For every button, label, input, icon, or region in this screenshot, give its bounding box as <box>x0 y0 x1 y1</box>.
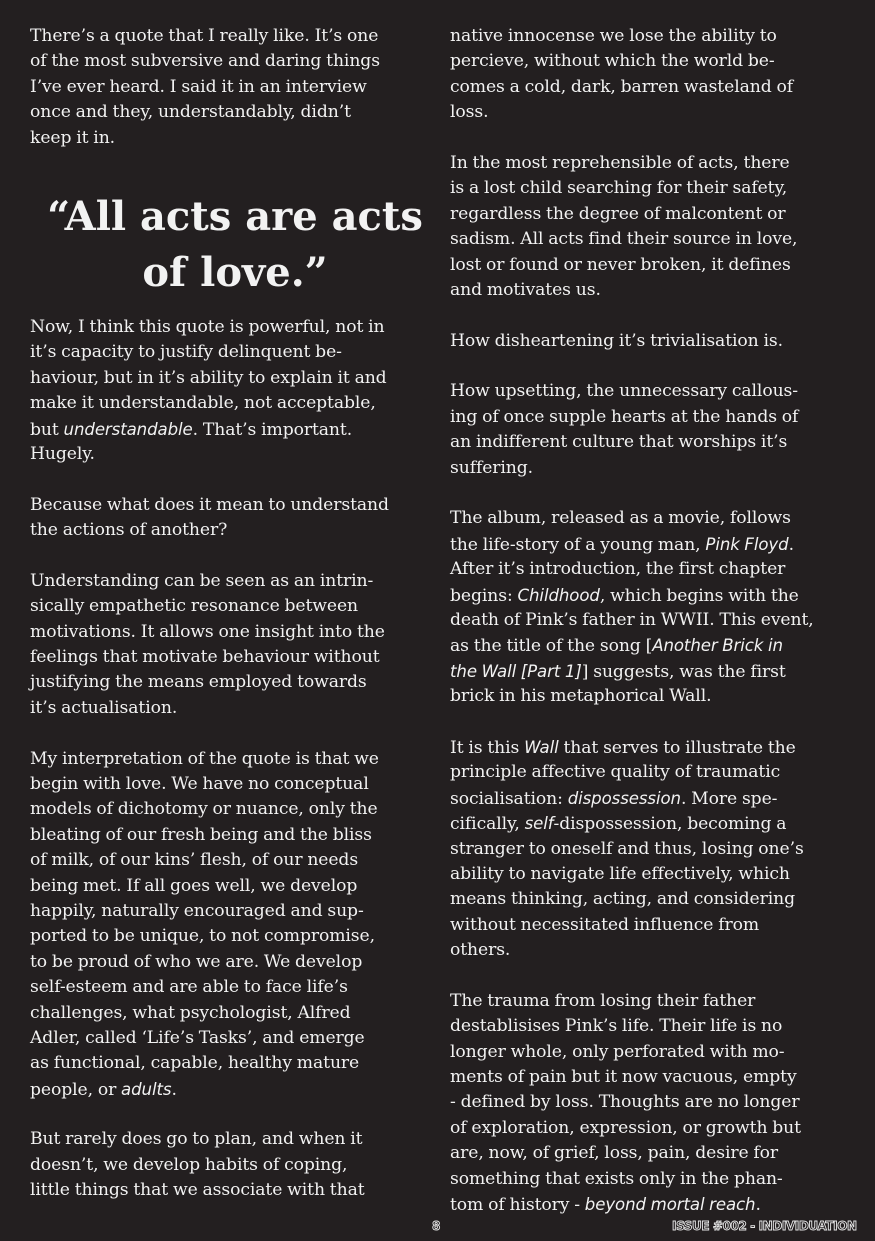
text-line: Now, I think this quote is powerful, not in <box>30 316 385 337</box>
right-column <box>450 24 850 1217</box>
paragraph <box>450 329 850 354</box>
text-line <box>450 633 850 658</box>
text-line: being met. If all goes well, we develop <box>30 875 358 896</box>
text-line: The trauma from losing their father <box>450 990 756 1011</box>
pull-quote-line: “All acts are acts <box>47 192 423 240</box>
text-line <box>450 811 850 836</box>
text-line: keep it in. <box>30 127 116 148</box>
emphasis-text: dispossession <box>567 788 681 808</box>
text-run: . <box>788 534 794 555</box>
text-line: of the most subversive and daring things <box>30 51 380 72</box>
page-number: 8 <box>432 1219 441 1233</box>
paragraph <box>30 1127 430 1203</box>
text-line: There’s a quote that I really like. It’s one <box>30 26 379 46</box>
emphasis-text: Pink Floyd <box>705 534 789 554</box>
pull-quote-line: of love.” <box>142 248 328 296</box>
text-run: people, or <box>30 1079 122 1100</box>
emphasis-text: beyond mortal reach <box>584 1194 756 1214</box>
text-run: as the title of the song [ <box>450 636 653 657</box>
text-line: and motivates us. <box>450 279 601 300</box>
text-line <box>450 786 850 811</box>
text-run: . <box>171 1079 177 1100</box>
text-line: justifying the means employed towards <box>30 672 367 693</box>
text-line: something that exists only in the phan- <box>450 1168 783 1189</box>
paragraph <box>30 493 430 544</box>
emphasis-text: the Wall [Part 1] <box>450 661 582 681</box>
paragraph <box>450 989 850 1218</box>
text-line: an indifferent culture that worships it’s <box>450 432 788 453</box>
paragraph <box>30 747 430 1102</box>
text-line: I’ve ever heard. I said it in an interview <box>30 76 367 97</box>
emphasis-text: Another Brick in <box>652 636 783 656</box>
text-line: to be proud of who we are. We develop <box>30 951 363 972</box>
text-line: bleating of our fresh being and the bliss <box>30 824 372 845</box>
text-line <box>450 659 850 684</box>
text-line: lost or found or never broken, it defines <box>450 254 791 275</box>
text-line: sadism. All acts find their source in love, <box>450 229 798 250</box>
text-line: regardless the degree of malcontent or <box>450 203 786 224</box>
text-line: suffering. <box>450 457 534 478</box>
text-line: doesn’t, we develop habits of coping, <box>30 1154 348 1175</box>
text-line: sically empathetic resonance between <box>30 596 359 617</box>
text-line: models of dichotomy or nuance, only the <box>30 799 378 820</box>
text-line: My interpretation of the quote is that we <box>30 748 379 769</box>
text-line: happily, naturally encouraged and sup- <box>30 900 364 921</box>
issue-label: ISSUE #002 - INDIVIDUATION <box>672 1219 857 1233</box>
text-line: brick in his metaphorical Wall. <box>450 686 712 707</box>
text-line: destablisises Pink’s life. Their life is no <box>450 1016 783 1037</box>
text-line: challenges, what psychologist, Alfred <box>30 1002 351 1023</box>
text-line: of milk, of our kins’ flesh, of our needs <box>30 850 359 871</box>
text-line: percieve, without which the world be- <box>450 51 775 72</box>
text-line: are, now, of grief, loss, pain, desire for <box>450 1143 779 1164</box>
emphasis-text: self <box>524 814 554 834</box>
left-column <box>30 24 430 1204</box>
emphasis-text: Wall <box>524 737 559 757</box>
text-run: the life-story of a young man, <box>450 534 706 555</box>
intro-paragraph <box>30 24 430 151</box>
text-line: as functional, capable, healthy mature <box>30 1053 360 1074</box>
text-run: cifically, <box>450 814 525 835</box>
text-line: of exploration, expression, or growth but <box>450 1117 801 1138</box>
text-run: ] suggests, was the first <box>581 661 786 682</box>
emphasis-text: Childhood <box>517 585 600 605</box>
text-line: How upsetting, the unnecessary callous- <box>450 381 798 402</box>
text-line: once and they, understandably, didn’t <box>30 102 351 123</box>
text-line: self-esteem and are able to face life’s <box>30 977 348 998</box>
text-line: others. <box>450 940 511 961</box>
text-run: socialisation: <box>450 788 568 809</box>
text-line: How disheartening it’s trivialisation is. <box>450 330 783 351</box>
text-line: begin with love. We have no conceptual <box>30 773 369 794</box>
text-line: Because what does it mean to understand <box>30 494 389 515</box>
text-line: - defined by loss. Thoughts are no longer <box>450 1092 800 1113</box>
text-line: feelings that motivate behaviour without <box>30 647 380 668</box>
text-line: Understanding can be seen as an intrin- <box>30 570 374 591</box>
text-line: ported to be unique, to not compromise, <box>30 926 375 947</box>
text-line: without necessitated influence from <box>450 914 760 935</box>
text-line: principle affective quality of traumatic <box>450 762 781 783</box>
text-line: it’s capacity to justify delinquent be- <box>30 342 342 363</box>
text-line: death of Pink’s father in WWII. This event, <box>450 609 814 630</box>
paragraph <box>450 379 850 481</box>
text-run: tom of history - <box>450 1194 585 1215</box>
text-run: . That’s important. <box>192 419 353 440</box>
text-line: haviour, but in it’s ability to explain it and <box>30 367 387 388</box>
text-line: loss. <box>450 102 489 123</box>
text-line <box>450 1192 850 1217</box>
text-run: . More spe- <box>680 788 778 809</box>
paragraph <box>450 151 850 303</box>
text-line: native innocense we lose the ability to <box>450 26 777 46</box>
text-line: Adler, called ‘Life’s Tasks’, and emerge <box>30 1027 365 1048</box>
text-line: The album, released as a movie, follows <box>450 508 791 529</box>
text-line <box>30 417 430 442</box>
text-line: ments of pain but it now vacuous, empty <box>450 1067 797 1088</box>
text-line <box>450 735 850 760</box>
text-run: , which begins with the <box>599 585 799 606</box>
text-run: -dispossession, becoming a <box>553 814 787 835</box>
text-line: comes a cold, dark, barren wasteland of <box>450 76 793 97</box>
text-line <box>450 532 850 557</box>
text-line: motivations. It allows one insight into the <box>30 621 385 642</box>
text-run: It is this <box>450 737 525 758</box>
pull-quote <box>30 189 430 301</box>
text-line: the actions of another? <box>30 520 228 541</box>
text-line: Hugely. <box>30 443 95 464</box>
text-line: means thinking, acting, and considering <box>450 889 796 910</box>
text-line: make it understandable, not acceptable, <box>30 393 376 414</box>
text-line: But rarely does go to plan, and when it <box>30 1129 363 1150</box>
text-run: begins: <box>450 585 518 606</box>
text-line <box>450 583 850 608</box>
text-line: In the most reprehensible of acts, there <box>450 152 790 173</box>
text-line: stranger to oneself and thus, losing one’s <box>450 838 804 859</box>
text-line: longer whole, only perforated with mo- <box>450 1041 785 1062</box>
text-run: but <box>30 419 64 440</box>
text-line: ability to navigate life effectively, which <box>450 863 790 884</box>
text-line: little things that we associate with that <box>30 1180 365 1201</box>
text-run: that serves to illustrate the <box>558 737 796 758</box>
emphasis-text: adults <box>121 1079 172 1099</box>
paragraph <box>450 506 850 709</box>
text-line: ing of once supple hearts at the hands of <box>450 406 799 427</box>
text-line: is a lost child searching for their safety, <box>450 178 788 199</box>
paragraph <box>450 24 850 126</box>
paragraph <box>450 735 850 964</box>
paragraph <box>30 569 430 721</box>
text-line: After it’s introduction, the first chapter <box>450 559 786 580</box>
paragraph <box>30 315 430 467</box>
emphasis-text: understandable <box>63 419 193 439</box>
text-line <box>30 1077 430 1102</box>
text-run: . <box>755 1194 761 1215</box>
text-line: it’s actualisation. <box>30 697 178 718</box>
